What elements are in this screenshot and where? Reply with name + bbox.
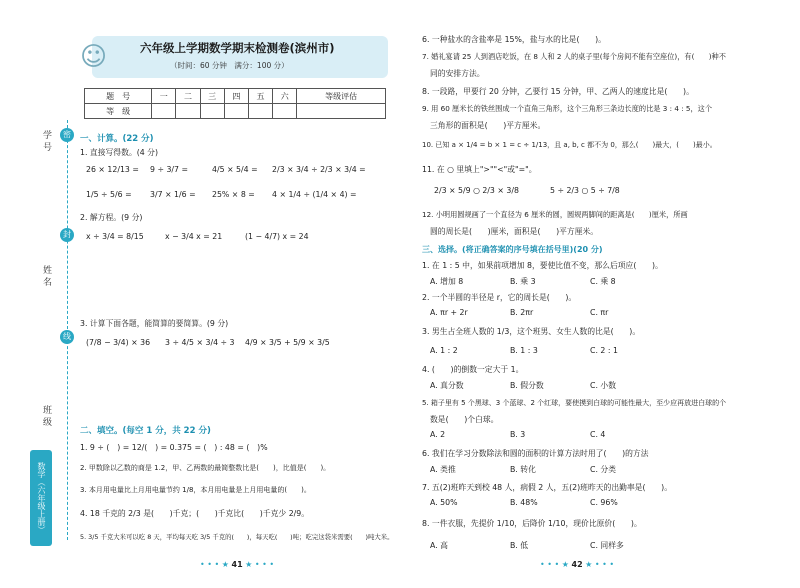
option: C. 同样多 — [590, 541, 624, 550]
question-text: 同的安排方法。 — [430, 69, 485, 78]
section-heading: 一、计算。(22 分) — [80, 134, 154, 144]
option: B. 低 — [510, 541, 529, 550]
score-cell — [297, 104, 386, 119]
question-text: 3. 本月用电量比上月用电量节约 1/8，本月用电量是上月用电量的( )。 — [80, 486, 311, 494]
score-table — [84, 88, 386, 119]
score-cell: 四 — [224, 89, 248, 104]
score-cell: 等 级 — [85, 104, 152, 119]
page-footer: • • • ★ 41 ★ • • • — [200, 560, 275, 569]
option: B. 3 — [510, 430, 526, 439]
question-text: 2. 解方程。(9 分) — [80, 213, 143, 222]
question-text: 1. 9 ÷ ( ) = 12/( ) = 0.375 = ( ) : 48 = ( )% — [80, 443, 268, 452]
option: B. 乘 3 — [510, 277, 536, 286]
option: B. 48% — [510, 498, 538, 507]
question-text: 5. 3/5 千克大米可以吃 8 天，平均每天吃 3/5 千克的( )，每天吃( )吨；吃完这袋米需要( )吨大米。 — [80, 533, 394, 541]
option: C. 分类 — [590, 465, 616, 474]
problem: 26 × 12/13 = — [86, 165, 139, 174]
question-text: 11. 在 ○ 里填上">""<"或"="。 — [422, 165, 537, 174]
problem: 25% × 8 = — [212, 190, 255, 199]
question-text: 圆的周长是( )厘米，面积是( )平方厘米。 — [430, 227, 599, 236]
question-text: 3. 计算下面各题，能简算的要简算。(9 分) — [80, 319, 229, 328]
option: A. 50% — [430, 498, 458, 507]
score-cell: 五 — [248, 89, 272, 104]
option: B. 2πr — [510, 308, 534, 317]
problem: 4/5 × 5/4 = — [212, 165, 258, 174]
problem: 9 ÷ 3/7 = — [150, 165, 189, 174]
section-heading: 二、填空。(每空 1 分，共 22 分) — [80, 426, 211, 436]
option: C. 4 — [590, 430, 606, 439]
subject-tab: 数学（六年级上册） — [30, 450, 52, 546]
question-text: 4. ( )的倒数一定大于 1。 — [422, 365, 524, 374]
question-text: 5. 箱子里有 5 个黑球、3 个蓝球、2 个红球，要使摸到白球的可能性最大，至少应再放进白球的个 — [422, 399, 727, 407]
score-header-row — [85, 89, 386, 104]
score-cell: 三 — [200, 89, 224, 104]
score-cell: 题 号 — [85, 89, 152, 104]
binding-margin — [0, 0, 75, 588]
name-label: 姓 名 — [41, 265, 51, 286]
problem: (7/8 − 3/4) × 36 — [86, 338, 151, 347]
page-number: 41 — [231, 560, 243, 569]
option: C. 96% — [590, 498, 618, 507]
option: A. 真分数 — [430, 381, 464, 390]
score-cell — [200, 104, 224, 119]
question-text: 1. 在 1 : 5 中，如果前项增加 8，要使比值不变，那么后项应( )。 — [422, 261, 663, 270]
problem: x − 3/4 x = 21 — [165, 232, 223, 241]
section-heading: 三、选择。(将正确答案的序号填在括号里)(20 分) — [422, 245, 603, 254]
option: B. 转化 — [510, 465, 536, 474]
problem: 4 × 1/4 ÷ (1/4 × 4) = — [272, 190, 357, 199]
option: C. πr — [590, 308, 609, 317]
option: A. 2 — [430, 430, 446, 439]
score-cell — [273, 104, 297, 119]
score-cell: 六 — [273, 89, 297, 104]
score-cell — [224, 104, 248, 119]
score-grade-row — [85, 104, 386, 119]
question-text: 4. 18 千克的 2/3 是( )千克；( )千克比( )千克少 2/9。 — [80, 509, 310, 518]
seal-mark: 封 — [60, 228, 74, 242]
option: C. 小数 — [590, 381, 616, 390]
score-cell — [152, 104, 176, 119]
question-text: 数是( )个白球。 — [430, 415, 499, 424]
problem: 1/5 ÷ 5/6 = — [86, 190, 132, 199]
question-text: 1. 直接写得数。(4 分) — [80, 148, 159, 157]
problem: x ÷ 3/4 = 8/15 — [86, 232, 144, 241]
question-text: 10. 已知 a × 1/4 = b × 1 = c ÷ 1/13，且 a, b, c 都不为 0，那么( )最大，( )最小。 — [422, 141, 717, 149]
question-text: 三角形的面积是( )平方厘米。 — [430, 121, 546, 130]
problem: 5 ÷ 2/3 ○ 5 ÷ 7/8 — [550, 186, 620, 195]
option: B. 1 : 3 — [510, 346, 538, 355]
page-footer: • • • ★ 42 ★ • • • — [540, 560, 615, 569]
page-number: 42 — [571, 560, 583, 569]
score-cell: 一 — [152, 89, 176, 104]
right-page — [400, 0, 800, 588]
score-cell: 二 — [176, 89, 200, 104]
question-text: 3. 男生占全班人数的 1/3，这个班男、女生人数的比是( )。 — [422, 327, 641, 336]
cupid-icon: ☺ — [80, 42, 108, 72]
option: A. 1 : 2 — [430, 346, 458, 355]
student-id-label: 学 号 — [41, 130, 51, 151]
problem: 2/3 × 5/9 ○ 2/3 × 3/8 — [434, 186, 519, 195]
option: A. πr + 2r — [430, 308, 468, 317]
question-text: 12. 小明用圆规画了一个直径为 6 厘米的圆，圆规两脚间的距离是( )厘米，所画 — [422, 210, 688, 219]
question-text: 6. 一种盐水的含盐率是 15%，盐与水的比是( )。 — [422, 35, 606, 44]
problem: 2/3 × 3/4 ÷ 2/3 × 3/4 = — [272, 165, 366, 174]
class-label: 班 级 — [41, 405, 51, 426]
question-text: 2. 甲数除以乙数的商是 1.2，甲、乙两数的最简整数比是( )，比值是( )。 — [80, 464, 331, 472]
problem: 3/7 × 1/6 = — [150, 190, 196, 199]
score-cell — [248, 104, 272, 119]
seal-mark: 密 — [60, 128, 74, 142]
question-text: 6. 我们在学习分数除法和圆的面积的计算方法时用了( )的方法 — [422, 449, 649, 458]
question-text: 9. 用 60 厘米长的铁丝围成一个直角三角形，这个三角形三条边长度的比是 3 : 4 : 5，这个 — [422, 104, 713, 113]
problem: 4/9 × 3/5 + 5/9 × 3/5 — [245, 338, 330, 347]
option: B. 假分数 — [510, 381, 544, 390]
option: A. 类推 — [430, 465, 456, 474]
question-text: 8. 一段路，甲要行 20 分钟，乙要行 15 分钟，甲、乙两人的速度比是( )。 — [422, 87, 694, 96]
option: A. 增加 8 — [430, 277, 464, 286]
exam-info: （时间：60 分钟 满分：100 分） — [170, 61, 289, 70]
question-text: 7. 婚礼宴请 25 人到酒店吃饭，在 8 人和 2 人的桌子里(每个房间不能有空座位)，有( )种不 — [422, 52, 726, 61]
option: C. 乘 8 — [590, 277, 616, 286]
page-title: 六年级上学期数学期末检测卷(滨州市) — [140, 41, 335, 55]
question-text: 7. 五(2)班昨天到校 48 人，病假 2 人，五(2)班昨天的出勤率是( )。 — [422, 483, 673, 492]
option: C. 2 : 1 — [590, 346, 618, 355]
option: A. 高 — [430, 541, 448, 550]
score-cell: 等级评估 — [297, 89, 386, 104]
question-text: 2. 一个半圆的半径是 r，它的周长是( )。 — [422, 293, 577, 302]
problem: (1 − 4/7) x = 24 — [245, 232, 309, 241]
problem: 3 ÷ 4/5 × 3/4 ÷ 3 — [165, 338, 235, 347]
score-cell — [176, 104, 200, 119]
seal-mark: 线 — [60, 330, 74, 344]
question-text: 8. 一件衣服，先提价 1/10，后降价 1/10，现价比原价( )。 — [422, 519, 642, 528]
